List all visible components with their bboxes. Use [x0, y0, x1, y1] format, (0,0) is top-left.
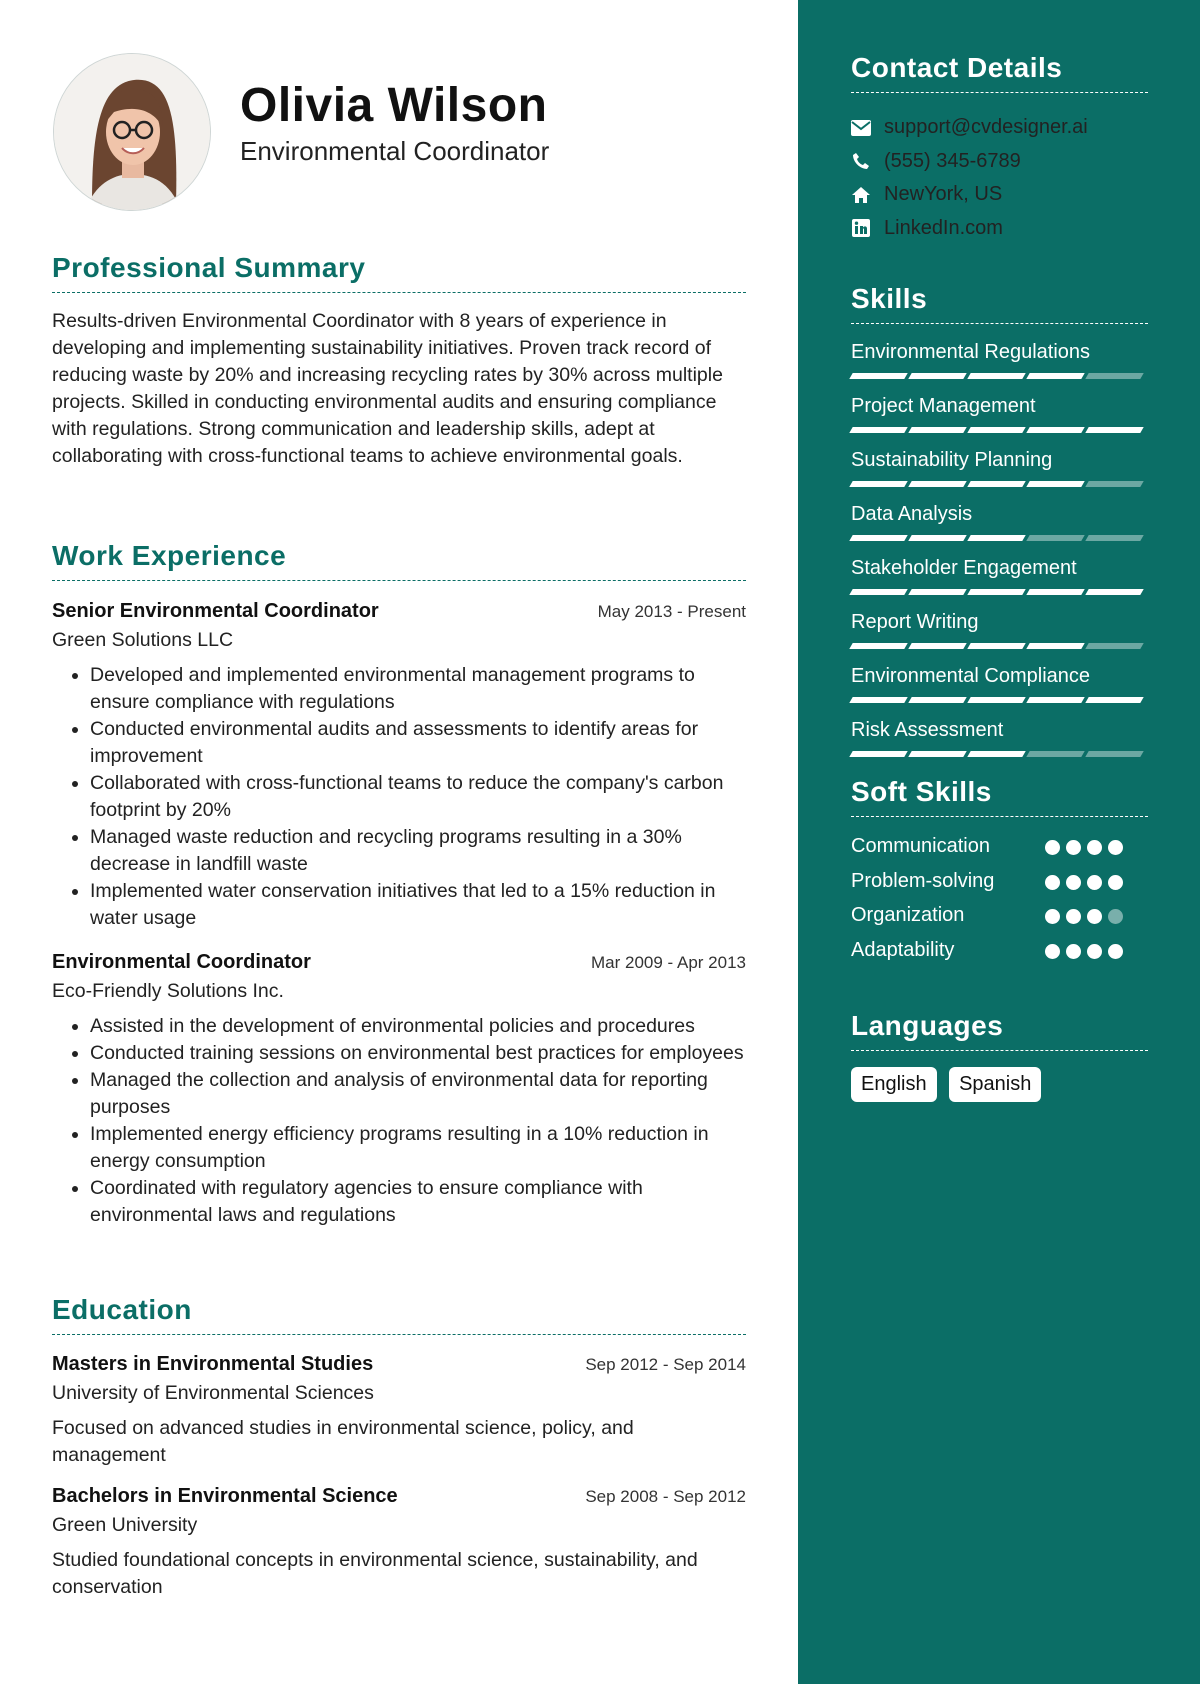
rating-dot	[1087, 909, 1102, 924]
skill-level-bars	[851, 373, 1148, 379]
section-heading: Professional Summary	[52, 252, 366, 283]
school-name: University of Environmental Sciences	[52, 1382, 374, 1404]
skill-level-segment	[849, 535, 907, 541]
skill-level-segment	[908, 427, 966, 433]
candidate-title: Environmental Coordinator	[240, 136, 550, 166]
phone-icon	[851, 151, 871, 171]
skill-level-segment	[967, 535, 1025, 541]
skill-level-segment	[967, 427, 1025, 433]
skill-name: Project Management	[851, 395, 1036, 417]
skill-name: Environmental Compliance	[851, 665, 1091, 687]
skill-name: Report Writing	[851, 611, 979, 633]
soft-skill-item	[851, 870, 1148, 900]
skill-item	[851, 449, 1148, 487]
language-tag: Spanish	[949, 1067, 1041, 1102]
section-divider	[851, 816, 1148, 817]
list-item: • Developed and implemented environmental management programs to ensure compliance with regulations	[90, 662, 746, 716]
section-divider	[52, 292, 746, 293]
skill-level-segment	[1026, 427, 1084, 433]
soft-skills-list	[851, 835, 1148, 985]
rating-dot	[1045, 909, 1060, 924]
soft-skill-name: Adaptability	[851, 938, 955, 961]
profile-photo	[53, 53, 211, 211]
skill-level-segment	[1026, 643, 1084, 649]
avatar-icon	[54, 54, 210, 210]
experience-section	[52, 540, 746, 581]
skill-level-segment	[908, 589, 966, 595]
rating-dot	[1087, 840, 1102, 855]
soft-skill-name: Communication	[851, 835, 990, 857]
skill-level-bars	[851, 751, 1148, 757]
section-heading: Soft Skills	[851, 776, 992, 807]
skill-level-segment	[908, 481, 966, 487]
linkedin-text: LinkedIn.com	[884, 216, 1003, 239]
section-divider	[52, 580, 746, 581]
candidate-name: Olivia Wilson	[240, 79, 548, 132]
skill-item	[851, 557, 1148, 595]
job-company: Eco-Friendly Solutions Inc.	[52, 980, 284, 1002]
skill-level-segment	[908, 373, 966, 379]
education-dates: Sep 2008 - Sep 2012	[585, 1487, 746, 1506]
skill-item	[851, 665, 1148, 703]
section-heading: Education	[52, 1294, 192, 1325]
skill-level-segment	[908, 751, 966, 757]
contact-phone[interactable]	[851, 145, 1148, 179]
job-bullets	[52, 662, 746, 932]
degree-title: Masters in Environmental Studies	[52, 1353, 374, 1375]
section-divider	[851, 92, 1148, 93]
skill-level-segment	[1085, 481, 1143, 487]
section-divider	[52, 1334, 746, 1335]
section-heading: Work Experience	[52, 540, 287, 571]
education-dates: Sep 2012 - Sep 2014	[585, 1355, 746, 1374]
skill-level-segment	[849, 481, 907, 487]
skill-level-segment	[849, 589, 907, 595]
skill-level-segment	[1026, 373, 1084, 379]
skill-level-segment	[1085, 697, 1143, 703]
soft-skills-section	[851, 776, 1148, 985]
rating-dot	[1108, 944, 1123, 959]
section-heading: Contact Details	[851, 52, 1063, 83]
list-item: • Conducted environmental audits and assessments to identify areas for improvement	[90, 716, 746, 770]
skill-level-segment	[908, 697, 966, 703]
languages-section	[851, 1010, 1148, 1102]
contact-linkedin[interactable]	[851, 212, 1148, 246]
rating-dot	[1066, 944, 1081, 959]
skill-level-segment	[1085, 589, 1143, 595]
email-text: support@cvdesigner.ai	[884, 116, 1088, 139]
list-item: • Coordinated with regulatory agencies to ensure compliance with environmental laws and regulations	[90, 1175, 746, 1229]
list-item: • Implemented energy efficiency programs resulting in a 10% reduction in energy consumption	[90, 1121, 746, 1175]
phone-text: (555) 345-6789	[884, 149, 1021, 172]
skill-level-segment	[908, 535, 966, 541]
job-dates: May 2013 - Present	[597, 602, 746, 621]
summary-text: Results-driven Environmental Coordinator with 8 years of experience in developing and implementing sustainability initiatives. Proven track record of reducing waste by 20% and increasing recycling rates by 30% across multiple projects. Skilled in conducting environmental audits and ensuring compliance with regulations. Strong communication and leadership skills, adept at collaborating with cross-functional teams to achieve environmental goals.	[52, 310, 723, 467]
skill-name: Stakeholder Engagement	[851, 557, 1077, 579]
skill-level-segment	[967, 697, 1025, 703]
home-icon	[851, 185, 871, 205]
contact-email[interactable]	[851, 111, 1148, 145]
skill-level-bars	[851, 481, 1148, 487]
location-text: NewYork, US	[884, 183, 1003, 206]
skill-level-segment	[1026, 589, 1084, 595]
skill-item	[851, 395, 1148, 433]
job-title: Environmental Coordinator	[52, 951, 311, 973]
rating-dot	[1108, 875, 1123, 890]
skill-level-segment	[1085, 373, 1143, 379]
rating-dot	[1087, 944, 1102, 959]
list-item: • Managed the collection and analysis of environmental data for reporting purposes	[90, 1067, 746, 1121]
skill-level-segment	[1026, 535, 1084, 541]
linkedin-icon	[851, 218, 871, 238]
list-item: • Conducted training sessions on environmental best practices for employees	[90, 1040, 746, 1067]
job-entry	[52, 600, 746, 932]
skill-level-segment	[967, 643, 1025, 649]
skill-item	[851, 719, 1148, 757]
language-tag: English	[851, 1067, 937, 1102]
list-item: • Managed waste reduction and recycling programs resulting in a 30% decrease in landfill waste	[90, 824, 746, 878]
soft-skill-item	[851, 904, 1148, 934]
skill-level-segment	[908, 643, 966, 649]
skill-item	[851, 611, 1148, 649]
soft-skill-name: Problem-solving	[851, 869, 995, 892]
rating-dot	[1066, 909, 1081, 924]
skill-level-segment	[849, 697, 907, 703]
skill-level-bars	[851, 427, 1148, 433]
contact-location	[851, 178, 1148, 212]
skill-level-segment	[849, 751, 907, 757]
soft-skill-item	[851, 835, 1148, 865]
skill-level-segment	[1026, 697, 1084, 703]
job-title: Senior Environmental Coordinator	[52, 600, 379, 622]
skills-section	[851, 283, 1148, 773]
education-description: Focused on advanced studies in environmental science, policy, and management	[52, 1417, 634, 1466]
summary-section	[52, 252, 746, 470]
skills-list	[851, 341, 1148, 757]
skill-level-bars	[851, 589, 1148, 595]
job-entry	[52, 951, 746, 1229]
job-dates: Mar 2009 - Apr 2013	[591, 953, 746, 972]
rating-dot	[1045, 875, 1060, 890]
education-description: Studied foundational concepts in environmental science, sustainability, and conservation	[52, 1549, 698, 1598]
skill-level-segment	[1085, 535, 1143, 541]
rating-dot	[1045, 944, 1060, 959]
contact-section	[851, 52, 1148, 245]
skill-level-segment	[1026, 751, 1084, 757]
skill-name: Risk Assessment	[851, 719, 1004, 741]
skill-item	[851, 341, 1148, 379]
education-entry	[52, 1353, 746, 1469]
rating-dot	[1108, 909, 1123, 924]
rating-dot	[1066, 840, 1081, 855]
job-bullets	[52, 1013, 746, 1229]
skill-name: Data Analysis	[851, 503, 973, 525]
soft-skill-item	[851, 939, 1148, 969]
skill-level-segment	[967, 373, 1025, 379]
section-divider	[851, 323, 1148, 324]
list-item: • Collaborated with cross-functional teams to reduce the company's carbon footprint by 20%	[90, 770, 746, 824]
skill-name: Environmental Regulations	[851, 341, 1091, 363]
skill-level-segment	[849, 373, 907, 379]
skill-level-bars	[851, 535, 1148, 541]
skill-level-segment	[1085, 643, 1143, 649]
rating-dot	[1087, 875, 1102, 890]
skill-level-bars	[851, 643, 1148, 649]
list-item: • Assisted in the development of environmental policies and procedures	[90, 1013, 746, 1040]
skill-item	[851, 503, 1148, 541]
skill-level-segment	[849, 643, 907, 649]
job-company: Green Solutions LLC	[52, 629, 234, 651]
list-item: • Implemented water conservation initiatives that led to a 15% reduction in water usage	[90, 878, 746, 932]
section-heading: Languages	[851, 1010, 1004, 1041]
skill-level-segment	[849, 427, 907, 433]
skill-level-segment	[967, 481, 1025, 487]
skill-level-segment	[967, 751, 1025, 757]
skill-name: Sustainability Planning	[851, 449, 1053, 471]
rating-dot	[1066, 875, 1081, 890]
school-name: Green University	[52, 1514, 198, 1536]
education-entry	[52, 1485, 746, 1601]
skill-level-segment	[1085, 427, 1143, 433]
skill-level-segment	[1026, 481, 1084, 487]
degree-title: Bachelors in Environmental Science	[52, 1485, 398, 1507]
rating-dot	[1045, 840, 1060, 855]
envelope-icon	[851, 118, 871, 138]
rating-dot	[1108, 840, 1123, 855]
skill-level-segment	[967, 589, 1025, 595]
section-heading: Skills	[851, 283, 928, 314]
soft-skill-name: Organization	[851, 904, 965, 926]
skill-level-segment	[1085, 751, 1143, 757]
skill-level-bars	[851, 697, 1148, 703]
education-section	[52, 1294, 746, 1335]
section-divider	[851, 1050, 1148, 1051]
